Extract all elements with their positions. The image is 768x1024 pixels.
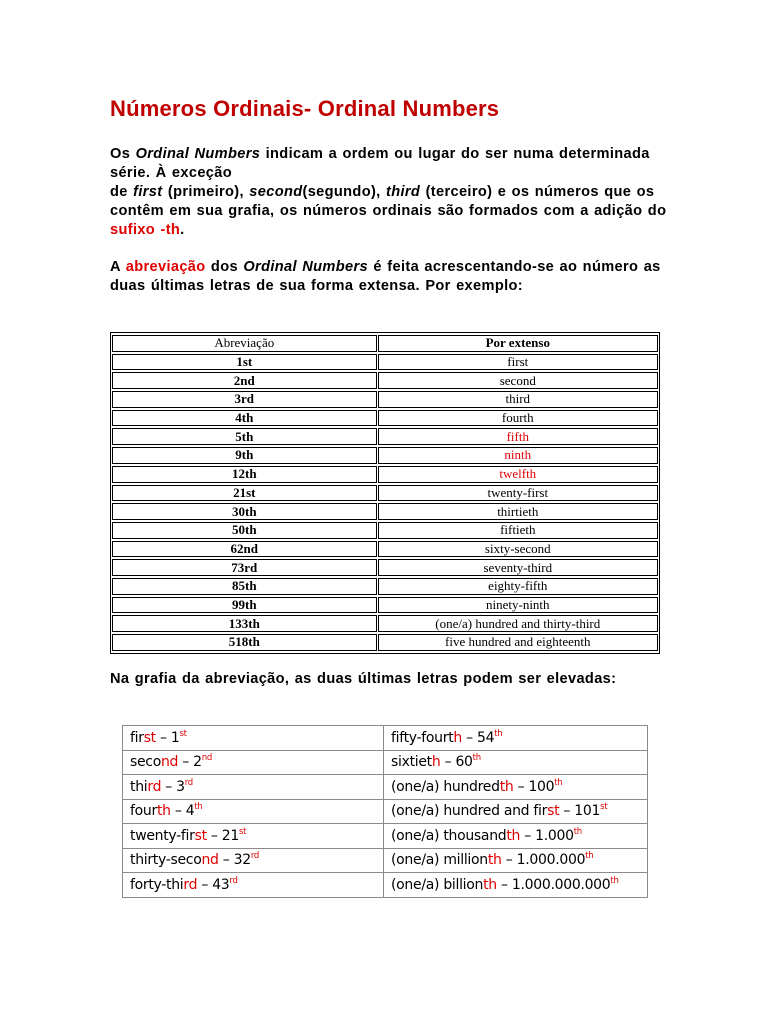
abbreviation-cell: 21st <box>112 485 377 502</box>
intro-sufixo: sufixo -th <box>110 222 181 238</box>
full-form-cell: first <box>378 354 658 371</box>
example-mid: – 60 <box>440 754 473 771</box>
full-form-cell: twenty-first <box>378 485 658 502</box>
intro-de: de <box>110 184 134 200</box>
full-form-cell: fiftieth <box>378 522 658 539</box>
abbreviation-cell: 12th <box>112 466 377 483</box>
example-sup: st <box>239 826 247 837</box>
superscript-examples-table <box>122 725 648 898</box>
table-row <box>112 615 658 632</box>
full-form-cell: fourth <box>378 410 658 427</box>
table-row <box>112 597 658 614</box>
example-sup: th <box>194 802 203 813</box>
ordinal-example-cell <box>384 750 648 775</box>
example-suf: st <box>547 803 560 820</box>
header-por-extenso: Por extenso <box>378 335 658 352</box>
example-mid: – 101 <box>559 803 601 820</box>
intro-ordinal-numbers: Ordinal Numbers <box>135 146 261 162</box>
example-pre: fifty-fourt <box>391 729 454 746</box>
example-mid: – 43 <box>197 876 230 893</box>
example-mid: – 2 <box>178 754 202 771</box>
full-form-cell: seventy-third <box>378 559 658 576</box>
example-suf: rd <box>183 876 198 893</box>
intro-paragraph <box>110 145 670 240</box>
example-sup: rd <box>250 851 260 862</box>
ordinal-example-cell <box>384 726 648 751</box>
example-mid: – 100 <box>513 778 555 795</box>
example-pre: sixtiet <box>391 754 432 771</box>
abbr-rest: é feita acrescentando-se ao número as duas últimas letras de sua forma extensa. Por exemplo: <box>110 259 661 294</box>
table-row <box>112 634 658 651</box>
full-form-cell: second <box>378 372 658 389</box>
full-form-cell: five hundred and eighteenth <box>378 634 658 651</box>
abbreviation-cell: 50th <box>112 522 377 539</box>
abbreviation-cell: 30th <box>112 503 377 520</box>
example-sup: st <box>600 802 608 813</box>
ordinal-example-cell <box>384 775 648 800</box>
example-pre: four <box>130 803 157 820</box>
header-abreviacao: Abreviação <box>112 335 377 352</box>
table-row <box>123 726 648 751</box>
example-suf: th <box>483 876 497 893</box>
full-form-cell: fifth <box>378 428 658 445</box>
abbreviation-cell: 4th <box>112 410 377 427</box>
table-row <box>112 466 658 483</box>
example-suf: h <box>453 729 462 746</box>
table-row <box>112 503 658 520</box>
table-header-row <box>112 335 658 352</box>
example-sup: th <box>585 851 594 862</box>
example-sup: th <box>610 875 619 886</box>
intro-terceiro: (terceiro) e os números que os contêm em sua grafia, os números ordinais são formados com a adição do <box>110 184 667 219</box>
intro-segundo: (segundo), <box>302 184 386 200</box>
abbreviation-cell: 2nd <box>112 372 377 389</box>
full-form-cell: twelfth <box>378 466 658 483</box>
ordinal-example-cell <box>123 848 384 873</box>
intro-primeiro: (primeiro), <box>162 184 250 200</box>
abbreviation-cell: 518th <box>112 634 377 651</box>
table-row <box>123 775 648 800</box>
full-form-cell: third <box>378 391 658 408</box>
ordinal-example-cell <box>384 873 648 898</box>
abbreviation-paragraph <box>110 258 670 296</box>
table-row <box>112 372 658 389</box>
full-form-cell: eighty-fifth <box>378 578 658 595</box>
intro-text: indicam a ordem ou lugar do ser numa determinada série. À exceção <box>110 146 650 181</box>
ordinal-example-cell <box>123 775 384 800</box>
example-mid: – 1.000.000 <box>501 852 586 869</box>
example-pre: (one/a) billion <box>391 876 484 893</box>
example-suf: th <box>156 803 171 820</box>
intro-end: . <box>180 222 185 238</box>
example-mid: – 32 <box>218 852 251 869</box>
abbr-a: A <box>110 259 126 275</box>
superscript-paragraph: Na grafia da abreviação, as duas últimas letras podem ser elevadas: <box>110 671 617 687</box>
abbreviation-cell: 5th <box>112 428 377 445</box>
table-row <box>112 522 658 539</box>
example-pre: (one/a) hundred and fir <box>391 803 548 820</box>
table-row <box>112 541 658 558</box>
ordinal-example-cell <box>123 750 384 775</box>
ordinal-example-cell <box>123 799 384 824</box>
intro-first: first <box>133 184 163 200</box>
example-mid: – 3 <box>161 778 185 795</box>
example-pre: (one/a) million <box>391 852 488 869</box>
example-mid: – 4 <box>170 803 195 820</box>
full-form-cell: (one/a) hundred and thirty-third <box>378 615 658 632</box>
table-row <box>123 873 648 898</box>
abbreviation-cell: 62nd <box>112 541 377 558</box>
example-sup: th <box>472 753 481 764</box>
example-mid: – 1 <box>155 729 180 746</box>
example-suf: th <box>487 852 502 869</box>
abbreviation-cell: 9th <box>112 447 377 464</box>
ordinal-abbreviation-table <box>110 332 660 654</box>
intro-second: second <box>249 184 303 200</box>
example-suf: th <box>506 827 521 844</box>
abbr-ordinal-numbers: Ordinal Numbers <box>243 259 368 275</box>
example-pre: seco <box>130 754 161 771</box>
example-mid: – 21 <box>206 827 239 844</box>
ordinal-example-cell <box>384 848 648 873</box>
example-sup: rd <box>184 777 193 788</box>
full-form-cell: thirtieth <box>378 503 658 520</box>
example-mid: – 1.000.000.000 <box>496 876 611 893</box>
full-form-cell: ninth <box>378 447 658 464</box>
example-sup: th <box>494 728 503 739</box>
abbreviation-cell: 133th <box>112 615 377 632</box>
table-row <box>123 750 648 775</box>
example-suf: st <box>194 827 207 844</box>
intro-os: Os <box>110 146 136 162</box>
example-suf: st <box>143 729 156 746</box>
example-sup: th <box>554 777 563 788</box>
abbreviation-cell: 3rd <box>112 391 377 408</box>
ordinal-example-cell <box>384 799 648 824</box>
example-pre: thi <box>130 778 148 795</box>
example-suf: rd <box>147 778 162 795</box>
example-pre: thirty-seco <box>130 852 202 869</box>
table-row <box>112 485 658 502</box>
table-row <box>112 559 658 576</box>
table-row <box>123 848 648 873</box>
example-suf: th <box>499 778 514 795</box>
example-mid: – 1.000 <box>520 827 574 844</box>
ordinal-example-cell <box>123 873 384 898</box>
example-sup: th <box>573 826 582 837</box>
example-pre: (one/a) thousand <box>391 827 507 844</box>
ordinal-example-cell <box>123 824 384 849</box>
example-sup: st <box>179 728 187 739</box>
abbr-dos: dos <box>205 259 244 275</box>
example-suf: nd <box>160 754 179 771</box>
table-row <box>112 354 658 371</box>
table-row <box>112 410 658 427</box>
table-row <box>112 447 658 464</box>
intro-third: third <box>385 184 421 200</box>
example-sup: nd <box>201 753 212 764</box>
table-row <box>112 391 658 408</box>
example-suf: h <box>431 754 441 771</box>
example-mid: – 54 <box>461 729 495 746</box>
example-sup: rd <box>229 875 238 886</box>
example-pre: forty-thi <box>130 876 184 893</box>
example-pre: fir <box>130 729 144 746</box>
abbr-abreviacao: abreviação <box>125 259 206 275</box>
abbreviation-cell: 85th <box>112 578 377 595</box>
table-row <box>112 428 658 445</box>
example-pre: twenty-fir <box>130 827 195 844</box>
abbreviation-cell: 1st <box>112 354 377 371</box>
page-title: Números Ordinais- Ordinal Numbers <box>110 96 500 121</box>
example-suf: nd <box>201 852 219 869</box>
table-row <box>123 799 648 824</box>
abbreviation-cell: 99th <box>112 597 377 614</box>
ordinal-example-cell <box>123 726 384 751</box>
example-pre: (one/a) hundred <box>391 778 500 795</box>
table-row <box>112 578 658 595</box>
table-row <box>123 824 648 849</box>
ordinal-example-cell <box>384 824 648 849</box>
full-form-cell: sixty-second <box>378 541 658 558</box>
full-form-cell: ninety-ninth <box>378 597 658 614</box>
abbreviation-cell: 73rd <box>112 559 377 576</box>
